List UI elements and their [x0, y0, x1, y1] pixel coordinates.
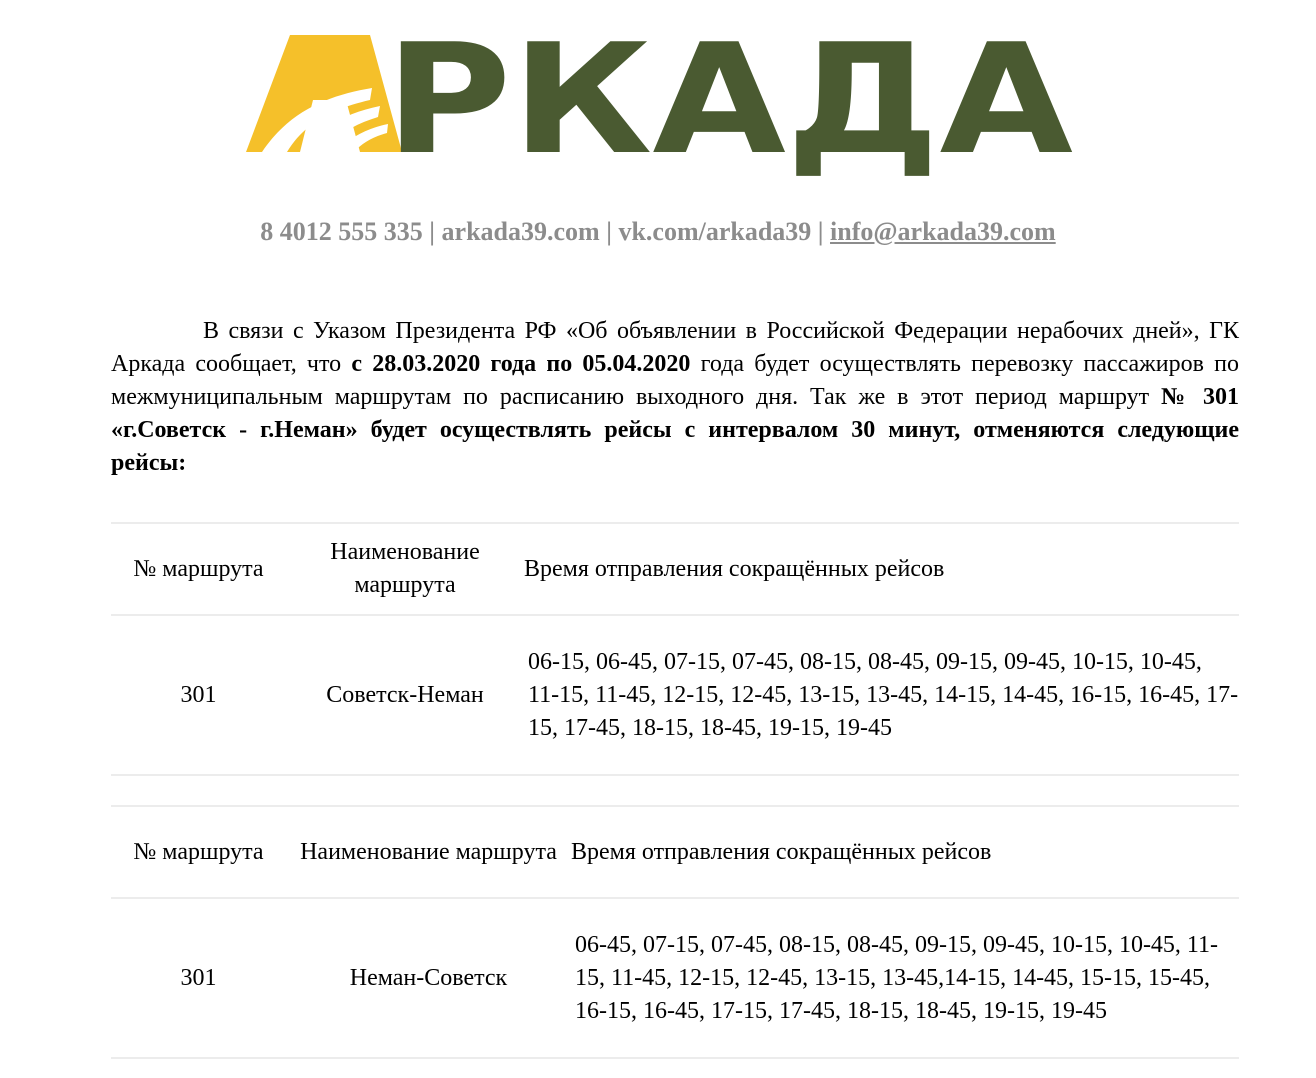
route-number: 301 — [111, 898, 286, 1058]
table-header-row — [111, 806, 1239, 898]
schedule-table-sovetsk-neman — [111, 522, 1239, 776]
header-route-number: № маршрута — [111, 806, 286, 898]
logo-road-a-mark — [246, 35, 402, 152]
table-row — [111, 615, 1239, 775]
header-departure-times: Время отправления сокращённых рейсов — [524, 523, 1239, 615]
separator: | — [422, 217, 442, 246]
header-route-name: Наименование маршрута — [286, 806, 571, 898]
phone-number: 8 4012 555 335 — [260, 217, 423, 246]
header-route-name: Наименование маршрута — [286, 523, 524, 615]
route-name: Неман-Советск — [286, 898, 571, 1058]
contacts-line — [0, 212, 1316, 252]
schedule-table-neman-sovetsk — [111, 805, 1239, 1059]
logo-wordmark: РКАДА — [385, 11, 1073, 188]
route-name: Советск-Неман — [286, 615, 524, 775]
notice-part-2: года будет осуществлять перевозку пассажиров по межмуниципальным маршрутам по расписанию выходного дня. Так же в этот период маршрут — [111, 351, 1239, 410]
departure-times: 06-45, 07-15, 07-45, 08-15, 08-45, 09-15, 09-45, 10-15, 10-45, 11-15, 11-45, 12-15, 12-45, 13-15, 13-45,14-15, 14-45, 15-15, 15-45, 16-15, 16-45, 17-15, 17-45, 18-15, 18-45, 19-15, 19-45 — [571, 898, 1239, 1058]
vk-link[interactable]: vk.com/arkada39 — [618, 217, 812, 246]
departure-times: 06-15, 06-45, 07-15, 07-45, 08-15, 08-45, 09-15, 09-45, 10-15, 10-45, 11-15, 11-45, 12-15, 12-45, 13-15, 13-45, 14-15, 14-45, 16-15, 16-45, 17-15, 17-45, 18-15, 18-45, 19-15, 19-45 — [524, 615, 1239, 775]
route-number: 301 — [111, 615, 286, 775]
site-link[interactable]: arkada39.com — [441, 217, 600, 246]
separator: | — [599, 217, 619, 246]
header-departure-times: Время отправления сокращённых рейсов — [571, 806, 1239, 898]
separator: | — [811, 217, 831, 246]
table-row — [111, 898, 1239, 1058]
table-header-row — [111, 523, 1239, 615]
notice-paragraph — [111, 315, 1239, 480]
arkada-logo — [0, 0, 1316, 190]
email-link[interactable]: info@arkada39.com — [830, 217, 1056, 246]
notice-part-1: В связи с Указом Президента РФ «Об объявлении в Российской Федерации нерабочих дней», ГК Аркада сообщает, что — [111, 318, 1239, 377]
header-route-number: № маршрута — [111, 523, 286, 615]
notice-route-info: № 301 «г.Советск - г.Неман» будет осуществлять рейсы с интервалом 30 минут, отменяются следующие рейсы: — [111, 384, 1240, 476]
notice-text — [111, 315, 1239, 480]
notice-dates: с 28.03.2020 года по 05.04.2020 — [351, 351, 691, 377]
